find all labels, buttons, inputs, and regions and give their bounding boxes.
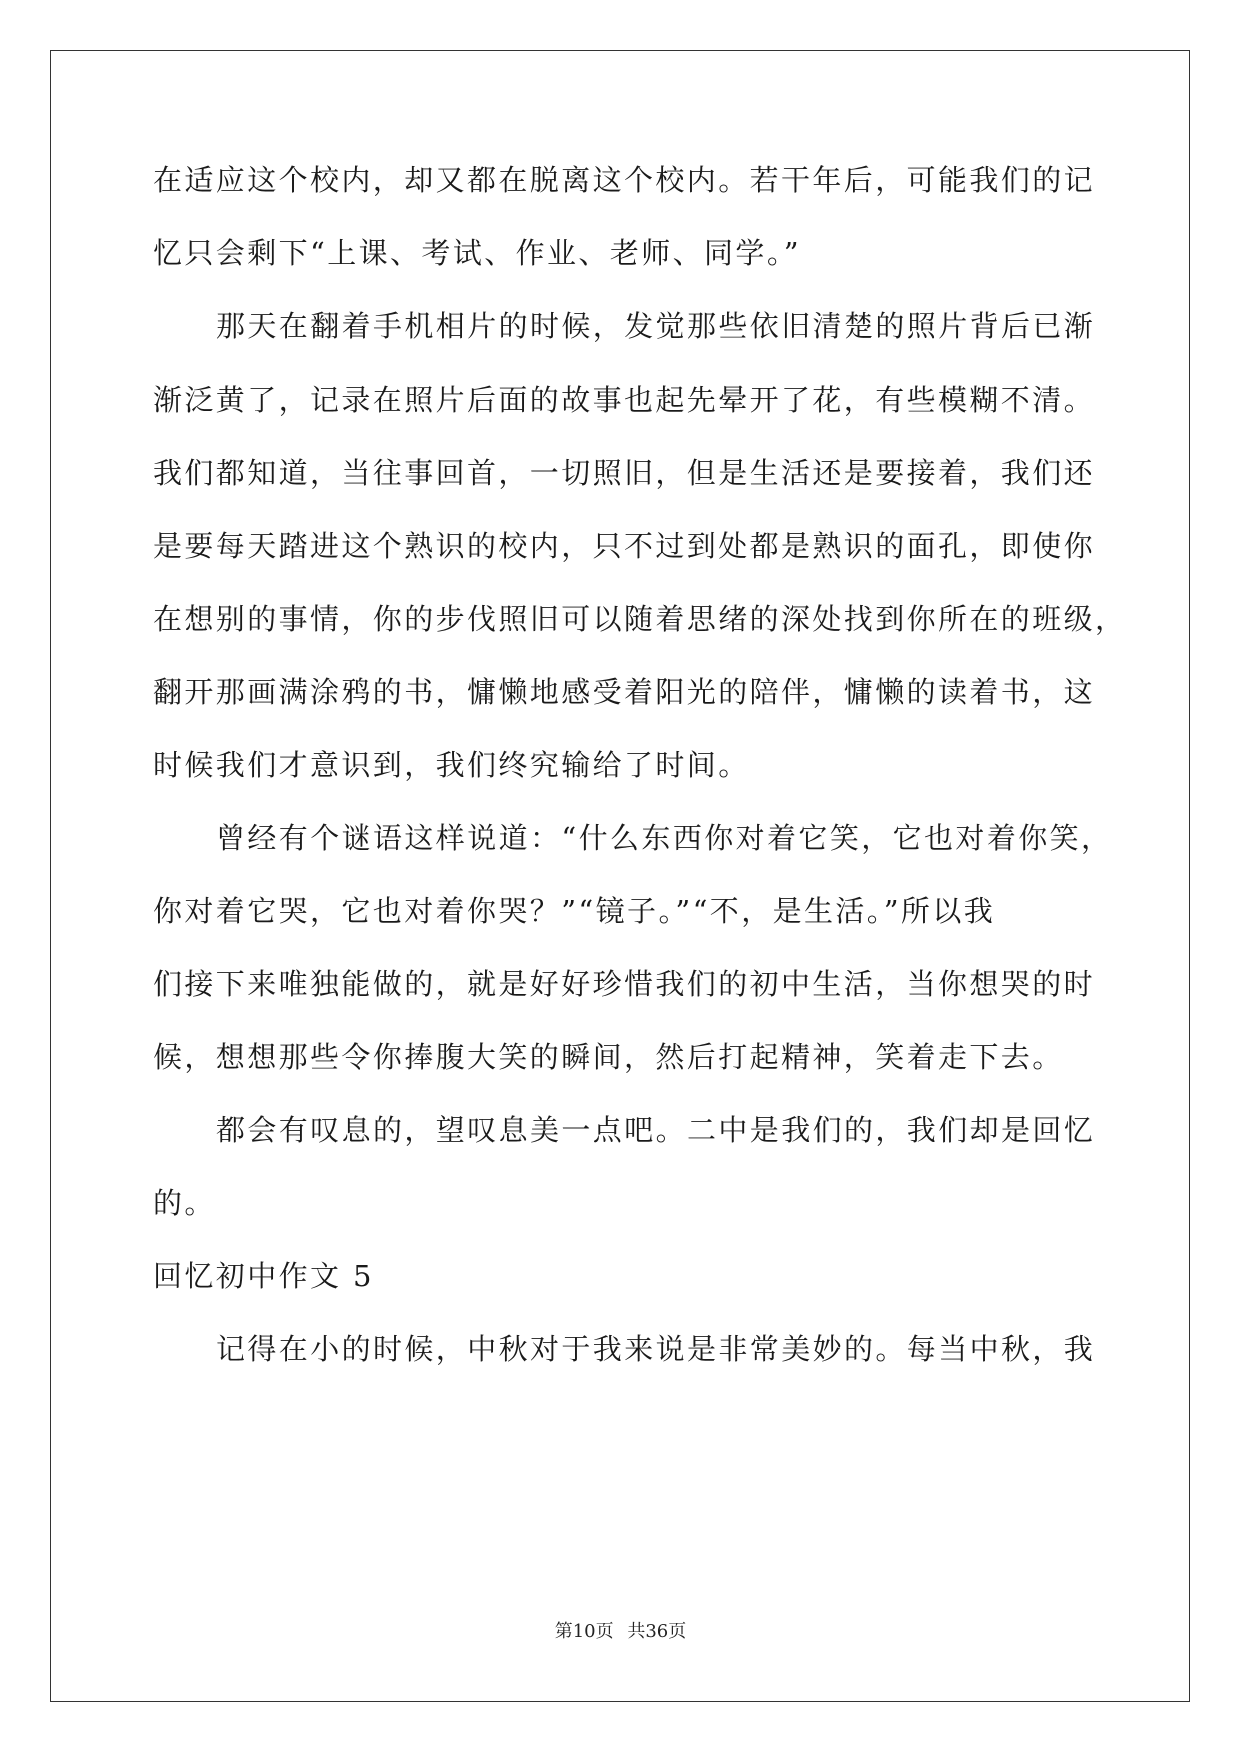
text-line-1: 在适应这个校内，却又都在脱离这个校内。若干年后，可能我们的记 bbox=[153, 163, 1096, 197]
text-line-12: 们接下来唯独能做的，就是好好珍惜我们的初中生活，当你想哭的时 bbox=[153, 967, 1096, 1001]
text-line-6: 是要每天踏进这个熟识的校内，只不过到处都是熟识的面孔，即使你 bbox=[153, 529, 1096, 563]
text-line-5: 我们都知道，当往事回首，一切照旧，但是生活还是要接着，我们还 bbox=[153, 456, 1096, 490]
text-line-7: 在想别的事情，你的步伐照旧可以随着思绪的深处找到你所在的班级， bbox=[153, 602, 1127, 636]
page-frame bbox=[50, 50, 1190, 1702]
text-line-3: 那天在翻着手机相片的时候，发觉那些依旧清楚的照片背后已渐 bbox=[216, 309, 1096, 343]
page-footer bbox=[0, 1620, 1241, 1644]
section-heading: 回忆初中作文 5 bbox=[153, 1259, 374, 1293]
text-line-9: 时候我们才意识到，我们终究输给了时间。 bbox=[153, 748, 750, 782]
page-number-current: 第10页 bbox=[554, 1621, 614, 1642]
text-line-8: 翻开那画满涂鸦的书，慵懒地感受着阳光的陪伴，慵懒的读着书，这 bbox=[153, 675, 1096, 709]
text-line-17: 记得在小的时候，中秋对于我来说是非常美妙的。每当中秋，我 bbox=[216, 1332, 1096, 1366]
text-line-15: 的。 bbox=[153, 1186, 216, 1220]
text-line-14: 都会有叹息的，望叹息美一点吧。二中是我们的，我们却是回忆 bbox=[216, 1113, 1096, 1147]
text-line-13: 候，想想那些令你捧腹大笑的瞬间，然后打起精神，笑着走下去。 bbox=[153, 1040, 1064, 1074]
text-line-4: 渐泛黄了，记录在照片后面的故事也起先晕开了花，有些模糊不清。 bbox=[153, 383, 1096, 417]
text-line-10: 曾经有个谜语这样说道：“什么东西你对着它笑，它也对着你笑， bbox=[216, 821, 1113, 855]
page-number-total: 共36页 bbox=[627, 1621, 687, 1642]
text-line-11: 你对着它哭，它也对着你哭？”“镜子。”“不，是生活。”所以我 bbox=[153, 894, 996, 928]
text-line-2: 忆只会剩下“上课、考试、作业、老师、同学。” bbox=[153, 236, 801, 270]
